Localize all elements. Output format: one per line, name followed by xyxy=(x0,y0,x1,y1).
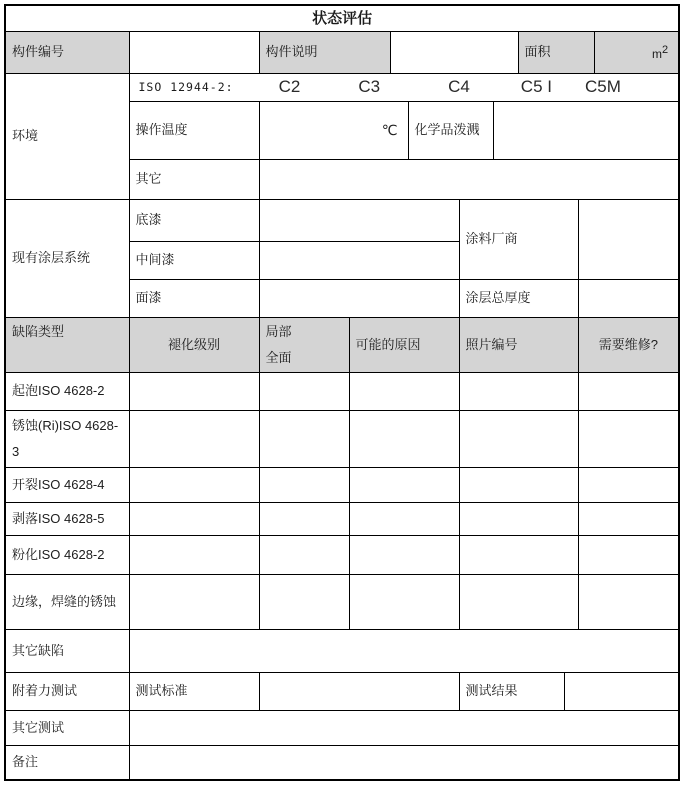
temp-unit: ℃ xyxy=(381,122,398,138)
cause-input-cell[interactable] xyxy=(349,574,459,629)
repair-header: 需要维修? xyxy=(578,317,679,372)
repair-input-cell[interactable] xyxy=(578,410,679,467)
extent-header-line1: 局部 xyxy=(265,323,292,339)
component-id-input-cell[interactable] xyxy=(129,31,259,73)
other-defects-input-cell[interactable] xyxy=(129,629,679,672)
photo-input-cell[interactable] xyxy=(459,410,578,467)
intermediate-input-cell[interactable] xyxy=(259,241,459,279)
defect-row-rusting xyxy=(5,410,679,467)
repair-input-cell[interactable] xyxy=(578,467,679,502)
environment-other-label: 其它 xyxy=(129,159,259,199)
environment-label: 环境 xyxy=(5,73,129,199)
photo-input-cell[interactable] xyxy=(459,574,578,629)
cause-header: 可能的原因 xyxy=(349,317,459,372)
defect-label: 剥落ISO 4628-5 xyxy=(5,502,129,535)
test-result-input-cell[interactable] xyxy=(564,672,679,710)
other-defects-row xyxy=(5,629,679,672)
iso-option-c2: C2 xyxy=(278,76,301,96)
cause-input-cell[interactable] xyxy=(349,502,459,535)
degradation-input-cell[interactable] xyxy=(129,410,259,467)
manufacturer-label: 涂料厂商 xyxy=(459,199,578,279)
coating-system-label: 现有涂层系统 xyxy=(5,199,129,317)
extent-input-cell[interactable] xyxy=(259,372,349,410)
photo-input-cell[interactable] xyxy=(459,535,578,574)
degradation-input-cell[interactable] xyxy=(129,372,259,410)
repair-input-cell[interactable] xyxy=(578,502,679,535)
temp-label: 操作温度 xyxy=(129,101,259,159)
defect-type-header: 缺陷类型 xyxy=(5,317,129,372)
repair-input-cell[interactable] xyxy=(578,372,679,410)
component-desc-label: 构件说明 xyxy=(259,31,390,73)
iso-standard-label: ISO 12944-2: xyxy=(138,79,234,94)
photo-header: 照片编号 xyxy=(459,317,578,372)
primer-input-cell[interactable] xyxy=(259,199,459,241)
cause-input-cell[interactable] xyxy=(349,372,459,410)
environment-other-input-cell[interactable] xyxy=(259,159,679,199)
manufacturer-input-cell[interactable] xyxy=(578,199,679,279)
extent-header xyxy=(259,317,349,372)
cause-input-cell[interactable] xyxy=(349,535,459,574)
remarks-row xyxy=(5,745,679,780)
photo-input-cell[interactable] xyxy=(459,502,578,535)
thickness-label: 涂层总厚度 xyxy=(459,279,578,317)
repair-input-cell[interactable] xyxy=(578,574,679,629)
temp-input-cell[interactable] xyxy=(259,101,408,159)
defect-label: 起泡ISO 4628-2 xyxy=(5,372,129,410)
extent-input-cell[interactable] xyxy=(259,502,349,535)
topcoat-input-cell[interactable] xyxy=(259,279,459,317)
degradation-input-cell[interactable] xyxy=(129,502,259,535)
topcoat-label: 面漆 xyxy=(129,279,259,317)
chemical-splash-label: 化学品泼溅 xyxy=(408,101,493,159)
degradation-header: 褪化级别 xyxy=(129,317,259,372)
iso-option-c5i: C5 I xyxy=(520,76,552,96)
adhesion-test-label: 附着力测试 xyxy=(5,672,129,710)
other-tests-input-cell[interactable] xyxy=(129,710,679,745)
degradation-input-cell[interactable] xyxy=(129,467,259,502)
defect-row-chalking xyxy=(5,535,679,574)
area-unit: m xyxy=(652,46,663,61)
defects-header-row xyxy=(5,317,679,372)
component-desc-input-cell[interactable] xyxy=(390,31,518,73)
environment-iso-row xyxy=(5,73,679,101)
component-row xyxy=(5,31,679,73)
photo-input-cell[interactable] xyxy=(459,467,578,502)
defect-label: 粉化ISO 4628-2 xyxy=(5,535,129,574)
intermediate-label: 中间漆 xyxy=(129,241,259,279)
repair-input-cell[interactable] xyxy=(578,535,679,574)
coating-primer-row xyxy=(5,199,679,241)
other-tests-row xyxy=(5,710,679,745)
other-defects-label: 其它缺陷 xyxy=(5,629,129,672)
adhesion-test-row xyxy=(5,672,679,710)
thickness-input-cell[interactable] xyxy=(578,279,679,317)
degradation-input-cell[interactable] xyxy=(129,574,259,629)
extent-input-cell[interactable] xyxy=(259,574,349,629)
defect-label: 开裂ISO 4628-4 xyxy=(5,467,129,502)
cause-input-cell[interactable] xyxy=(349,467,459,502)
iso-corrosivity-cell[interactable] xyxy=(129,73,679,101)
cause-input-cell[interactable] xyxy=(349,410,459,467)
defect-row-edge-weld-rust xyxy=(5,574,679,629)
extent-input-cell[interactable] xyxy=(259,467,349,502)
test-standard-label: 测试标准 xyxy=(129,672,259,710)
remarks-label: 备注 xyxy=(5,745,129,780)
defect-row-blistering xyxy=(5,372,679,410)
area-unit-sup: 2 xyxy=(662,43,669,56)
chemical-splash-input-cell[interactable] xyxy=(493,101,679,159)
test-result-label: 测试结果 xyxy=(459,672,564,710)
condition-assessment-form xyxy=(4,4,680,781)
extent-input-cell[interactable] xyxy=(259,535,349,574)
test-standard-input-cell[interactable] xyxy=(259,672,459,710)
primer-label: 底漆 xyxy=(129,199,259,241)
component-id-label: 构件编号 xyxy=(5,31,129,73)
title-row xyxy=(5,5,679,31)
form-title: 状态评估 xyxy=(5,5,679,31)
iso-option-c3: C3 xyxy=(358,76,381,96)
degradation-input-cell[interactable] xyxy=(129,535,259,574)
defect-row-cracking xyxy=(5,467,679,502)
extent-header-line2: 全面 xyxy=(265,349,292,365)
iso-option-c5m: C5M xyxy=(584,76,621,96)
extent-input-cell[interactable] xyxy=(259,410,349,467)
defect-row-flaking xyxy=(5,502,679,535)
photo-input-cell[interactable] xyxy=(459,372,578,410)
iso-option-c4: C4 xyxy=(448,76,470,96)
defect-label: 边缘，焊缝的锈蚀 xyxy=(5,574,129,629)
other-tests-label: 其它测试 xyxy=(5,710,129,745)
remarks-input-cell[interactable] xyxy=(129,745,679,780)
area-label: 面积 xyxy=(518,31,594,73)
area-unit-cell[interactable] xyxy=(594,31,679,73)
defect-label: 锈蚀(Ri)ISO 4628-3 xyxy=(5,410,129,467)
